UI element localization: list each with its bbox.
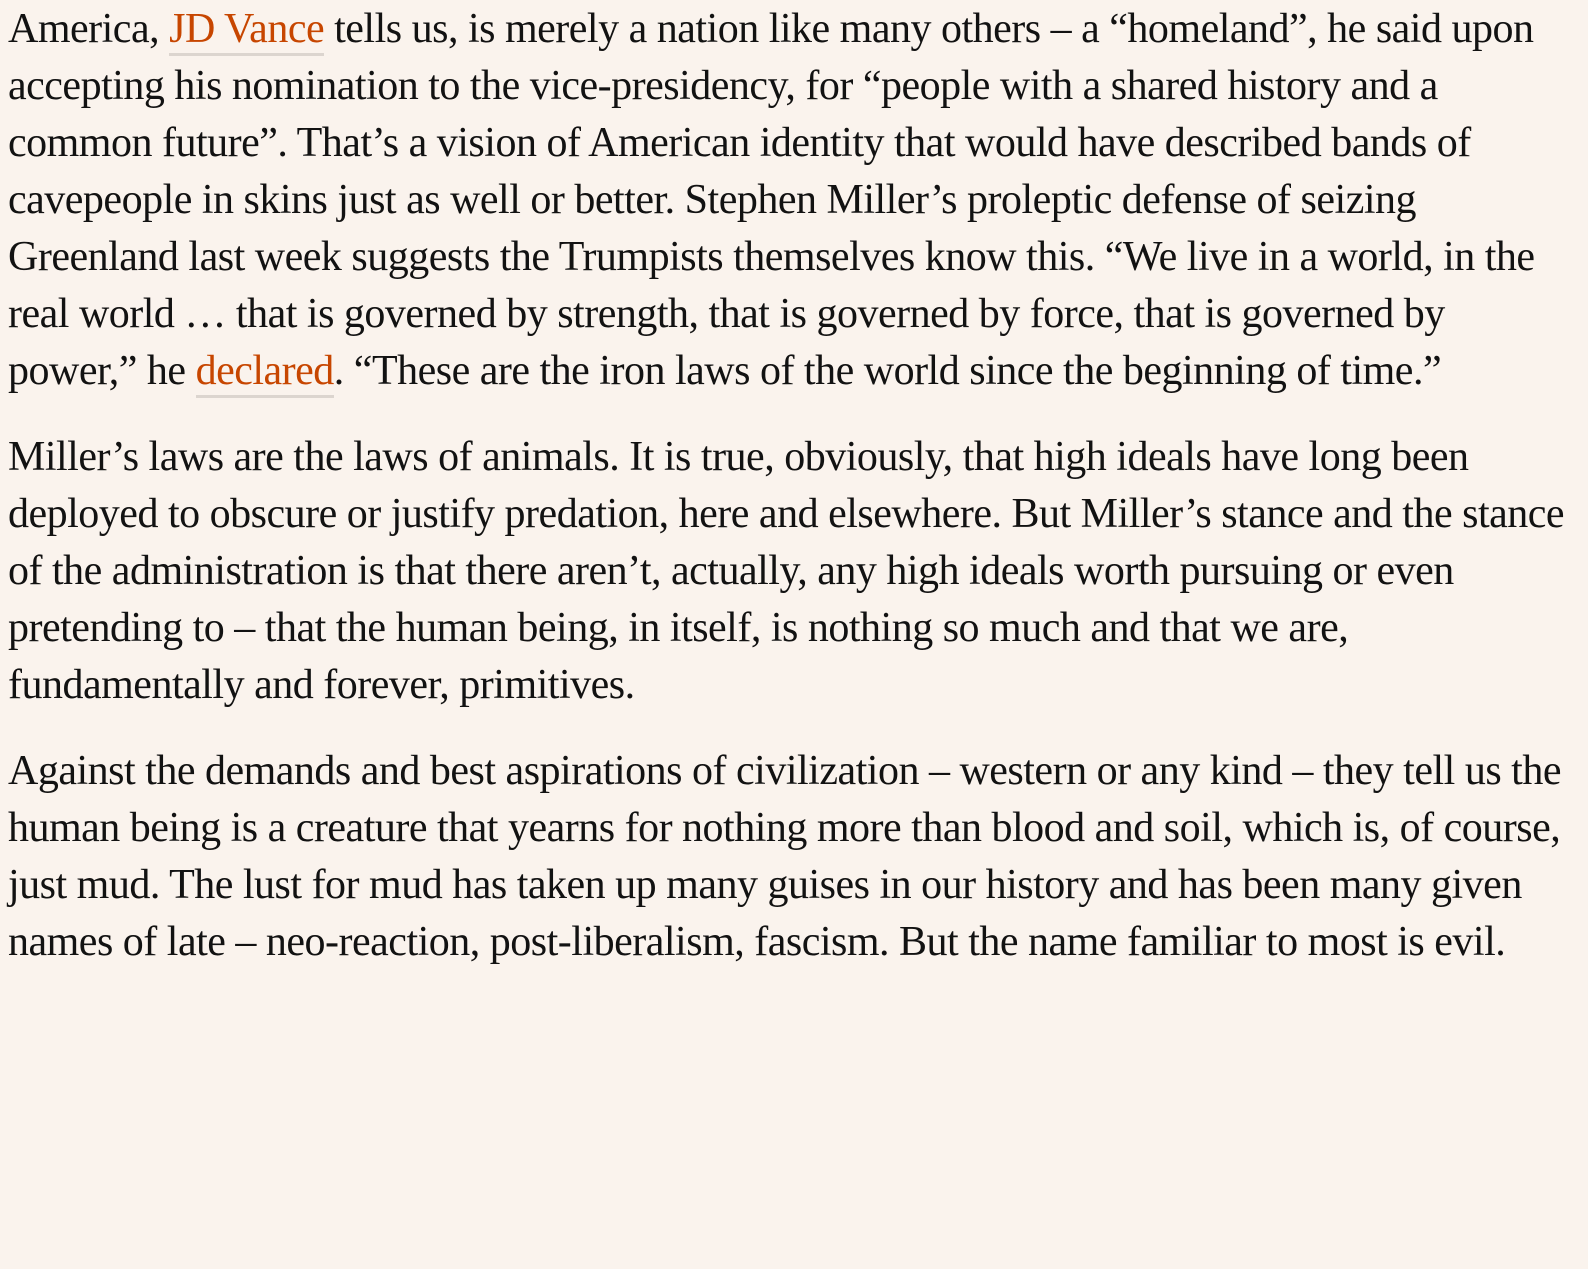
- paragraph-text: . “These are the iron laws of the world since the beginning of time.”: [333, 348, 1442, 394]
- paragraph-text: Miller’s laws are the laws of animals. It is true, obviously, that high ideals have long been deployed to obscure or justify predation, here and elsewhere. But Miller’s stance and the stance of the administration is that there aren’t, actually, any high ideals worth pursuing or even pretending to – that the human being, in itself, is nothing so much and that we are, fundamentally and forever, primitives.: [8, 434, 1565, 708]
- link-declared[interactable]: declared: [196, 348, 334, 398]
- paragraph: [8, 429, 1574, 714]
- link-jd-vance[interactable]: JD Vance: [169, 6, 324, 56]
- paragraph-text: America,: [8, 6, 170, 52]
- paragraph: [8, 743, 1574, 971]
- paragraph-text: tells us, is merely a nation like many others – a “homeland”, he said upon accepting his nomination to the vice-presidency, for “people with a shared history and a common future”. That’s a vision of American identity that would have described bands of cavepeople in skins just as well or better. Stephen Miller’s proleptic defense of seizing Greenland last week suggests the Trumpists themselves know this. “We live in a world, in the real world … that is governed by strength, that is governed by force, that is governed by power,” he: [8, 6, 1535, 394]
- paragraph: [8, 1, 1574, 400]
- paragraph-text: Against the demands and best aspirations of civilization – western or any kind – they tell us the human being is a creature that yearns for nothing more than blood and soil, which is, of course, just mud. The lust for mud has taken up many guises in our history and has been many given names of late – neo-reaction, post-liberalism, fascism. But the name familiar to most is evil.: [8, 748, 1561, 965]
